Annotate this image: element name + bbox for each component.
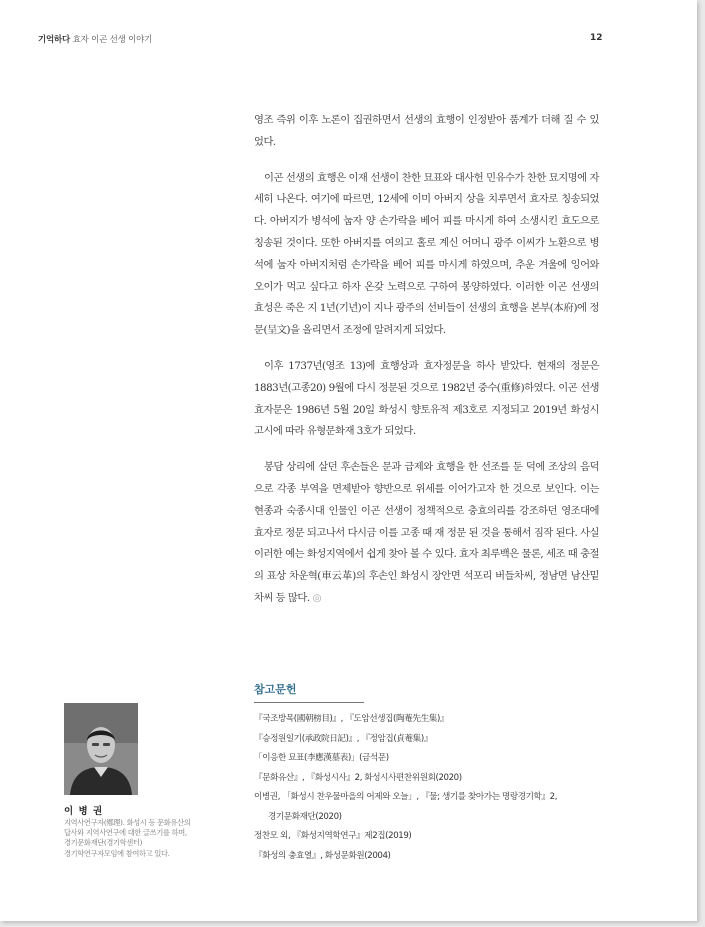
author-bio-line: 지역사연구자(鄕理). 화성시 등 문화유산의 bbox=[64, 818, 191, 827]
author-bio bbox=[64, 818, 214, 859]
paragraph: 이곤 선생의 효행은 이재 선생이 찬한 묘표와 대사헌 민유수가 찬한 묘지명에 자세히 나온다. 여기에 따르면, 12세에 이미 아버지 상을 치루면서 효자로 칭송되었다. 아버지가 병석에 눕자 양 손가락을 베어 피를 마시게 하여 소생시킨 효도으로 칭송된 것이다. 또한 아버지를 여의고 홀로 계신 어머니 광주 이씨가 노환으로 병석에 눕자 아버지처럼 손가락을 베어 피를 마시게 하였으며, 추운 겨울에 잉어와 오이가 먹고 싶다고 하자 온갖 노력으로 구하여 봉양하였다. 이러한 이곤 선생의 효성은 죽은 지 1년(기년)이 지나 광주의 선비들이 선생의 효행을 본부(本府)에 정문(呈文)을 올리면서 조정에 알려지게 되었다. bbox=[254, 171, 599, 337]
header-brand: 기억하다 bbox=[38, 35, 71, 45]
header-title: 효자 이곤 선생 이야기 bbox=[72, 35, 153, 45]
reference-item: 『국조방목(國朝榜目)』, 『도암선생집(陶菴先生集)』 bbox=[254, 714, 449, 724]
author-name: 이 병 권 bbox=[64, 806, 104, 817]
references-title: 참고문헌 bbox=[254, 683, 297, 696]
reference-item: 「이응한 묘표(李應漢墓表)」(금석문) bbox=[254, 753, 389, 763]
author-photo bbox=[64, 703, 138, 795]
reference-item: 『승정원일기(承政院日記)』, 『정암집(貞菴集)』 bbox=[254, 733, 433, 744]
author-bio-line: 경기학연구자모임에 참여하고 있다. bbox=[64, 848, 170, 858]
reference-item: 정찬모 외, 『화성지역학연구』제2집(2019) bbox=[254, 831, 412, 841]
paragraph: 이후 1737년(영조 13)에 효행상과 효자정문을 하사 받았다. 현재의 정문은 1883년(고종20) 9월에 다시 정문된 것으로 1982년 중수(重修)하였다. 이곤 선생 효자문은 1986년 5월 20일 화성시 향토유적 제3호로 지정되고 2019년 화성시 고시에 따라 유형문화재 3호가 되었다. bbox=[254, 359, 599, 438]
author-bio-line: 답사와 지역사연구에 대한 글쓰기를 하며, bbox=[64, 828, 187, 838]
running-header bbox=[38, 33, 152, 45]
end-mark-icon: ◎ bbox=[312, 591, 322, 604]
references-divider bbox=[254, 702, 364, 703]
author-portrait-image bbox=[64, 703, 138, 795]
references-list bbox=[254, 710, 599, 866]
reference-item: 경기문화재단(2020) bbox=[268, 811, 342, 822]
reference-item: 이병권, 「화성시 찬우물마을의 어제와 오늘」, 『물; 생기를 찾아가는 명랑경기학』2, bbox=[254, 792, 558, 802]
article-body bbox=[254, 110, 599, 624]
paragraph-text: 봉담 상리에 살던 후손들은 문과 급제와 효행을 한 선조를 둔 덕에 조상의 음덕으로 각종 부역을 면제받아 향반으로 위세를 이어가고자 한 것으로 보인다. 이는 현종과 숙종시대 인물인 이곤 선생이 정책적으로 충효의리를 강조하던 영조대에 효자로 정문 되고나서 다시금 이를 고종 때 재 정문 된 것을 통해서 짐작 된다. 사실 이러한 예는 화성지역에서 쉽게 찾아 볼 수 있다. 효자 최루백은 물론, 세조 때 충절의 표상 차운혁(車云革)의 후손인 화성시 장안면 석포리 버들차씨, 정남면 남산밑차씨 등 많다. bbox=[254, 461, 599, 604]
page-number: 12 bbox=[590, 33, 603, 43]
paragraph bbox=[254, 457, 599, 610]
author-bio-line: 경기문화재단(경기학센터) bbox=[64, 838, 143, 848]
reference-item: 『화성의 충효열』, 화성문화원(2004) bbox=[254, 850, 391, 861]
paragraph: 영조 즉위 이후 노론이 집권하면서 선생의 효행이 인정받아 품계가 더해 질 수 있었다. bbox=[254, 114, 599, 148]
reference-item: 『문화유산』, 『화성시사』2, 화성시사편찬위원회(2020) bbox=[254, 772, 462, 783]
